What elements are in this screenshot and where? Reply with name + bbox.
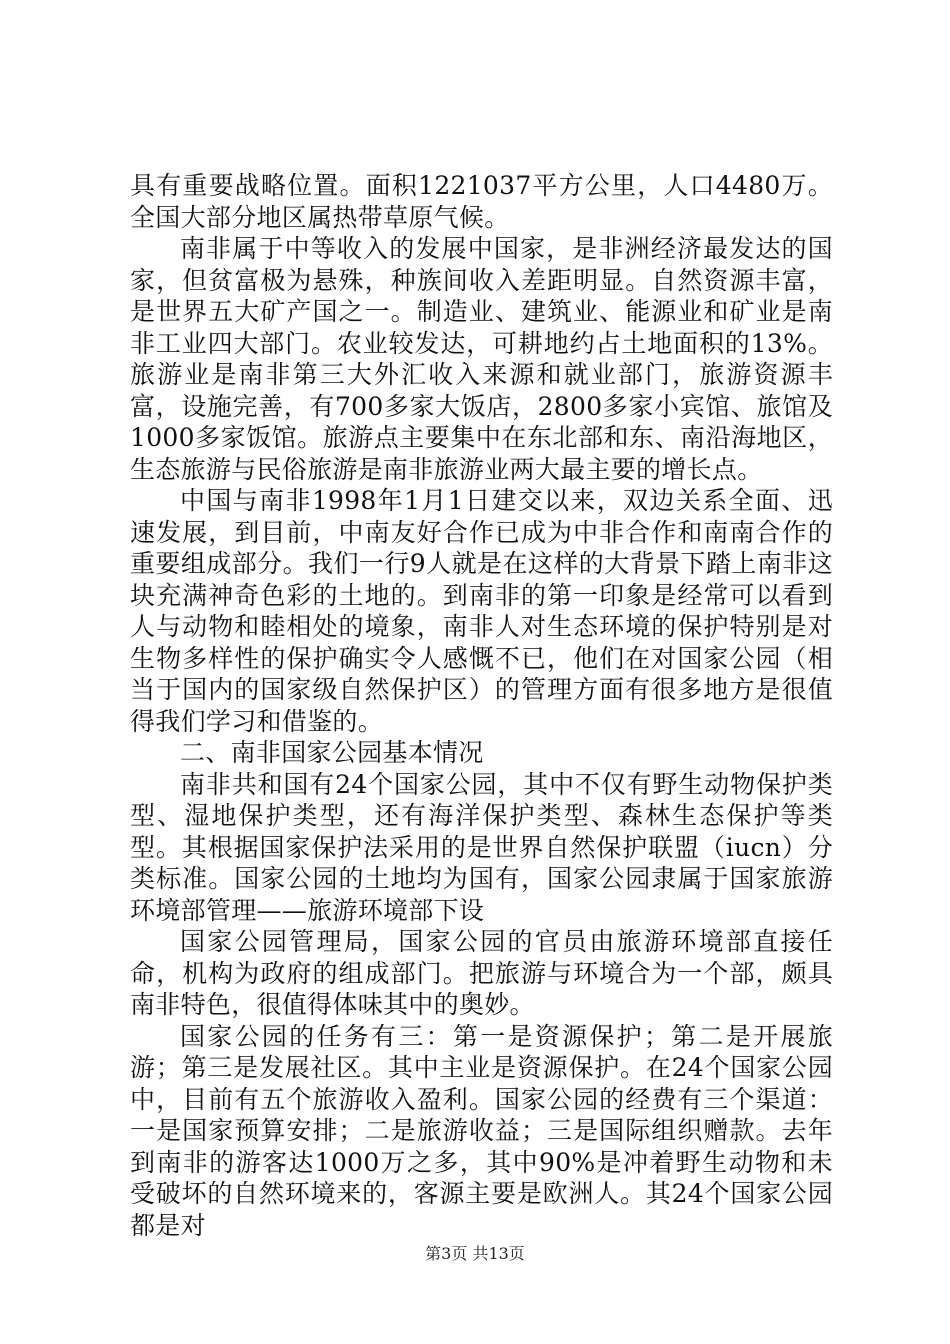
paragraph-relations: 中国与南非1998年1月1日建交以来，双边关系全面、迅速发展，到目前，中南友好合作已成为中非合作和南南合作的重要组成部分。我们一行9人就是在这样的大背景下踏上南非这块充满神奇色彩的土地的。到南非的第一印象是经常可以看到人与动物和睦相处的境象，南非人对生态环境的保护特别是对生物多样性的保护确实令人感慨不已，他们在对国家公园（相当于国内的国家级自然保护区）的管理方面有很多地方是很值得我们学习和借鉴的。 [130,486,833,736]
paragraph-parks-management: 国家公园管理局，国家公园的官员由旅游环境部直接任命，机构为政府的组成部门。把旅游与环境合为一个部，颇具南非特色，很值得体味其中的奥妙。 [130,927,833,1019]
document-body [130,170,833,1241]
paragraph-continuation: 具有重要战略位置。面积1221037平方公里，人口4480万。全国大部分地区属热带草原气候。 [130,171,833,232]
section-heading: 二、南非国家公园基本情况 [180,738,484,767]
paragraph-economy: 南非属于中等收入的发展中国家，是非洲经济最发达的国家，但贫富极为悬殊，种族间收入差距明显。自然资源丰富，是世界五大矿产国之一。制造业、建筑业、能源业和矿业是南非工业四大部门。农业较发达，可耕地约占土地面积的13%。旅游业是南非第三大外汇收入来源和就业部门，旅游资源丰富，设施完善，有700多家大饭店，2800多家小宾馆、旅馆及1000多家饭馆。旅游点主要集中在东北部和东、南沿海地区，生态旅游与民俗旅游是南非旅游业两大最主要的增长点。 [130,234,833,484]
paragraph-parks-tasks: 国家公园的任务有三：第一是资源保护；第二是开展旅游；第三是发展社区。其中主业是资源保护。在24个国家公园中，目前有五个旅游收入盈利。国家公园的经费有三个渠道：一是国家预算安排；二是旅游收益；三是国际组织赠款。去年到南非的游客达1000万之多，其中90%是冲着野生动物和未受破坏的自然环境来的，客源主要是欧洲人。其24个国家公园都是对 [130,1021,833,1240]
page-footer: 第3页 共13页 [425,1244,525,1263]
paragraph-parks-overview: 南非共和国有24个国家公园，其中不仅有野生动物保护类型、湿地保护类型，还有海洋保护类型、森林生态保护等类型。其根据国家保护法采用的是世界自然保护联盟（iucn）分类标准。国家公园的土地均为国有，国家公园隶属于国家旅游环境部管理——旅游环境部下设 [130,769,833,925]
